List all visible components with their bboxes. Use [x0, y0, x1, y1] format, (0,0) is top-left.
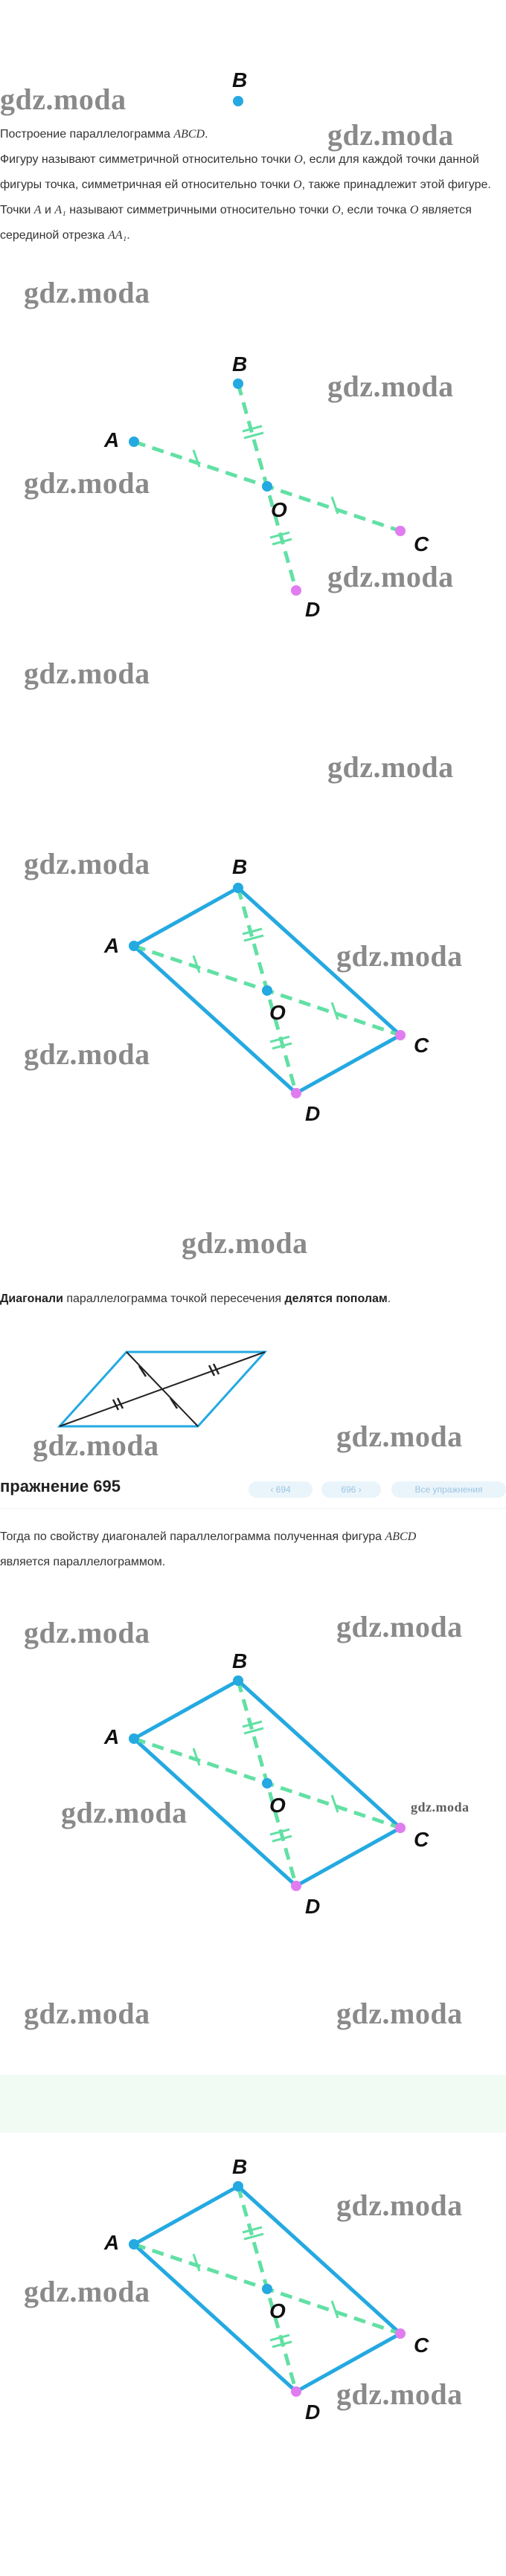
fig1-label-a: A — [104, 428, 120, 451]
watermark: gdz.moda — [336, 1610, 463, 1643]
fig1-label-b: B — [232, 352, 248, 376]
watermark: gdz.moda — [182, 1226, 308, 1260]
symmetric-points-definition: Точки A и A₁ называют симметричными относительно точки O, если точка O является серединой отрезка AA₁. — [0, 204, 472, 242]
fig2-label-b: B — [232, 855, 248, 878]
property-text: Диагонали параллелограмма точкой пересечения делятся пополам. — [0, 1292, 391, 1305]
fig1-label-d: D — [305, 598, 321, 621]
fig3-label-d: D — [305, 1895, 321, 1918]
fig4-label-o: O — [269, 2299, 286, 2322]
fig1-label-o: O — [271, 498, 287, 521]
watermark: gdz.moda — [24, 1037, 150, 1071]
fig4-label-d: D — [305, 2400, 321, 2424]
green-band — [0, 2075, 506, 2133]
construction-line: Построение параллелограмма ABCD. — [0, 128, 208, 141]
conclusion-text: Тогда по свойству диагоналей параллелограмма полученная фигура ABCD является параллелограммом. — [0, 1530, 417, 1568]
watermark: gdz.moda — [327, 560, 454, 593]
watermark: gdz.moda — [24, 657, 150, 690]
fig2-label-d: D — [305, 1102, 321, 1125]
watermark: gdz.moda — [336, 1420, 463, 1453]
prev-exercise-button[interactable]: ‹ 694 — [249, 1481, 313, 1498]
watermark: gdz.moda — [327, 370, 454, 403]
all-exercises-button[interactable]: Все упражнения — [391, 1481, 506, 1498]
fig2-label-a: A — [104, 934, 120, 957]
fig3-label-c: C — [414, 1828, 429, 1851]
watermark: gdz.moda — [327, 750, 454, 784]
exercise-nav-bar — [0, 1477, 506, 1509]
watermark: gdz.moda — [24, 1616, 150, 1649]
watermark: gdz.moda — [327, 118, 454, 152]
exercise-title: пражнение 695 — [0, 1477, 121, 1495]
fig3-label-o: O — [269, 1794, 286, 1817]
fig3-label-b: B — [232, 1649, 248, 1672]
watermark: gdz.moda — [61, 1796, 188, 1829]
next-exercise-button[interactable]: 696 › — [321, 1481, 381, 1498]
fig4-label-b: B — [232, 2155, 248, 2178]
diagram-parallelogram-1 — [0, 840, 506, 1153]
label-b: B — [232, 68, 248, 91]
diagram-parallelogram-2 — [0, 1636, 506, 1948]
fig1-label-c: C — [414, 532, 429, 556]
watermark: gdz.moda — [24, 847, 150, 880]
watermark: gdz.moda — [336, 2189, 463, 2222]
watermark: gdz.moda — [24, 1997, 150, 2030]
watermark: gdz.moda — [24, 2275, 150, 2308]
watermark: gdz.moda — [411, 1800, 470, 1815]
fig3-label-a: A — [104, 1725, 120, 1748]
watermark: gdz.moda — [336, 1997, 463, 2030]
watermark: gdz.moda — [24, 466, 150, 500]
fig2-label-c: C — [414, 1034, 429, 1057]
watermark: gdz.moda — [24, 276, 150, 309]
watermark: gdz.moda — [33, 1429, 159, 1462]
watermark: gdz.moda — [336, 2377, 463, 2411]
symmetry-definition: Фигуру называют симметричной относительно точки O, если для каждой точки данной фигуры точка, симметричная ей относительно точки O, также принадлежит этой фигуре. — [0, 153, 491, 191]
fig4-label-a: A — [104, 2231, 120, 2254]
fig2-label-o: O — [269, 1001, 286, 1024]
fig4-label-c: C — [414, 2334, 429, 2357]
watermark: gdz.moda — [336, 939, 463, 973]
watermark: gdz.moda — [0, 83, 126, 116]
